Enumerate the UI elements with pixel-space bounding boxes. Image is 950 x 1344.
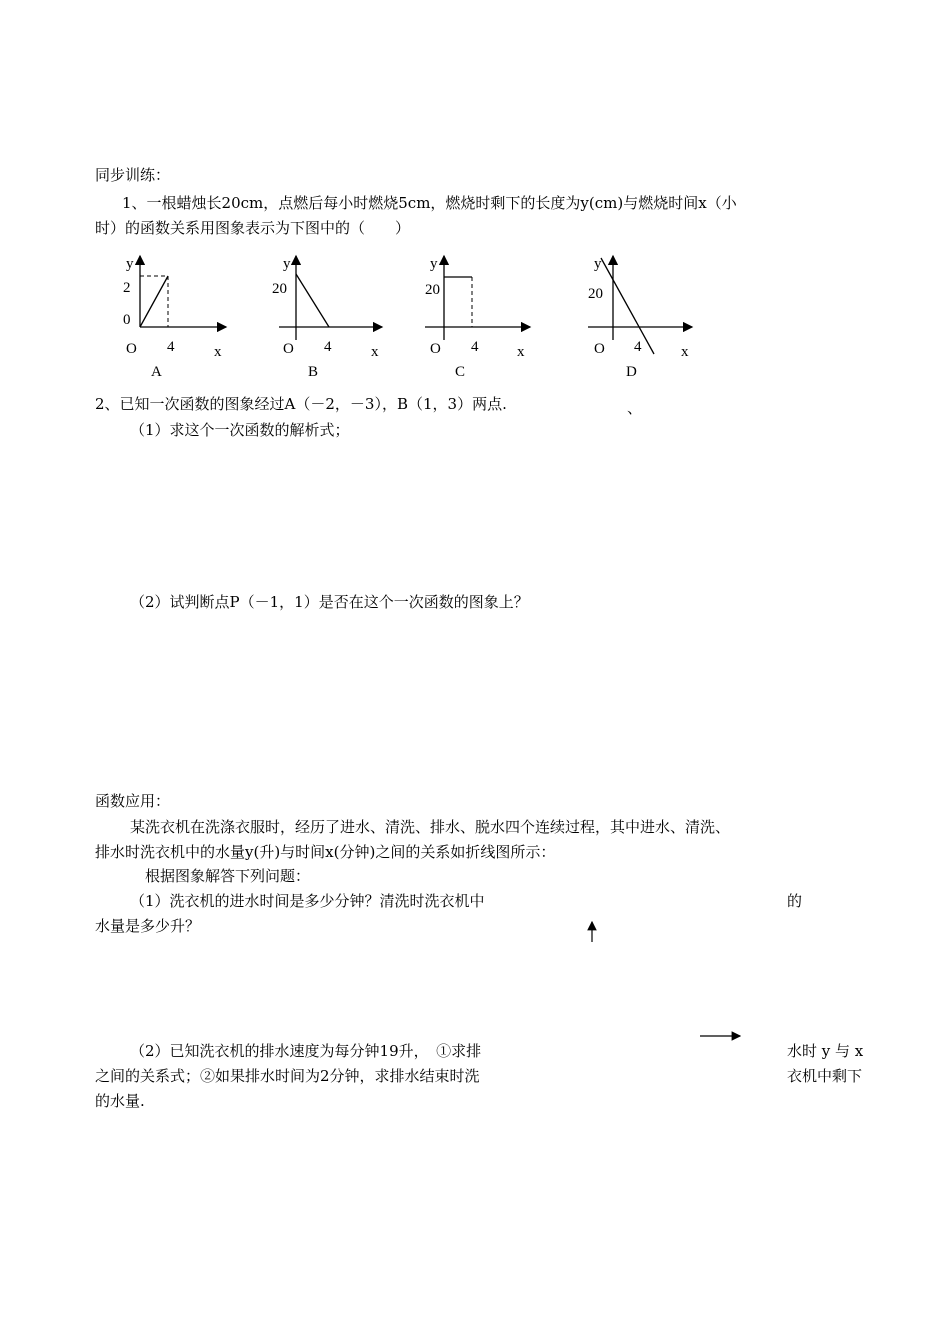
application-question-2-left: （2）已知洗衣机的排水速度为每分钟19升， ①求排 [130,1042,482,1060]
graph-d-x-label: x [681,344,689,360]
graph-b-y-label: y [283,256,291,272]
graph-a-option: A [151,364,162,380]
section-heading-application: 函数应用： [95,792,171,810]
graph-a-xtick: 4 [167,339,175,355]
graph-a-y-label: y [126,256,134,272]
graph-a-ytick-zero: 0 [123,312,131,328]
question-2-line-1: 2、已知一次函数的图象经过A（－2，－3），B（1，3）两点. [95,395,507,413]
graph-b-origin: O [283,341,294,357]
graph-a-origin: O [126,341,137,357]
application-question-2-line-2-left: 之间的关系式；②如果排水时间为2分钟，求排水结束时洗 [95,1067,480,1085]
application-question-2-right: 水时 y 与 x [787,1042,864,1060]
application-question-1-left: （1）洗衣机的进水时间是多少分钟？清洗时洗衣机中 [130,892,485,910]
graph-a-ytick: 2 [123,280,131,296]
graph-b [279,256,382,340]
graph-c-origin: O [430,341,441,357]
graph-a-x-label: x [214,344,222,360]
question-1-line-2: 时）的函数关系用图象表示为下图中的（ ） [95,219,411,237]
graph-b-option: B [308,364,319,380]
question-2-part-2: （2）试判断点P（－1，1）是否在这个一次函数的图象上？ [130,593,529,611]
graph-a [140,256,226,327]
graph-d-origin: O [594,341,605,357]
application-question-2-line-3: 的水量. [95,1092,145,1110]
question-2-part-1: （1）求这个一次函数的解析式； [130,421,350,439]
application-paragraph-line-3: 根据图象解答下列问题： [145,867,311,885]
graph-b-ytick: 20 [272,281,287,297]
graph-c-xtick: 4 [471,339,479,355]
application-question-2-line-2-right: 衣机中剩下 [787,1067,863,1085]
graph-d-option: D [626,364,637,380]
graph-c-y-label: y [430,256,438,272]
graph-d-ytick: 20 [588,286,603,302]
graph-c-option: C [455,364,466,380]
graph-c [425,256,530,340]
graph-c-x-label: x [517,344,525,360]
question-1-line-1: 1、一根蜡烛长20cm，点燃后每小时燃烧5cm，燃烧时剩下的长度为y(cm)与燃烧时间x（小 [122,194,737,212]
application-question-1-right: 的 [787,892,803,910]
graph-d-xtick: 4 [634,339,642,355]
graph-b-x-label: x [371,344,379,360]
application-paragraph-line-1: 某洗衣机在洗涤衣服时，经历了进水、清洗、排水、脱水四个连续过程，其中进水、清洗、 [130,818,731,836]
graph-d-y-label: y [594,256,602,272]
graph-b-xtick: 4 [324,339,332,355]
question-2-stray-mark: 、 [627,399,643,417]
application-question-1-line-2: 水量是多少升？ [95,917,201,935]
graph-c-ytick: 20 [425,282,440,298]
application-paragraph-line-2: 排水时洗衣机中的水量y(升)与时间x(分钟)之间的关系如折线图所示： [95,843,556,861]
section-heading-practice: 同步训练： [95,166,171,184]
